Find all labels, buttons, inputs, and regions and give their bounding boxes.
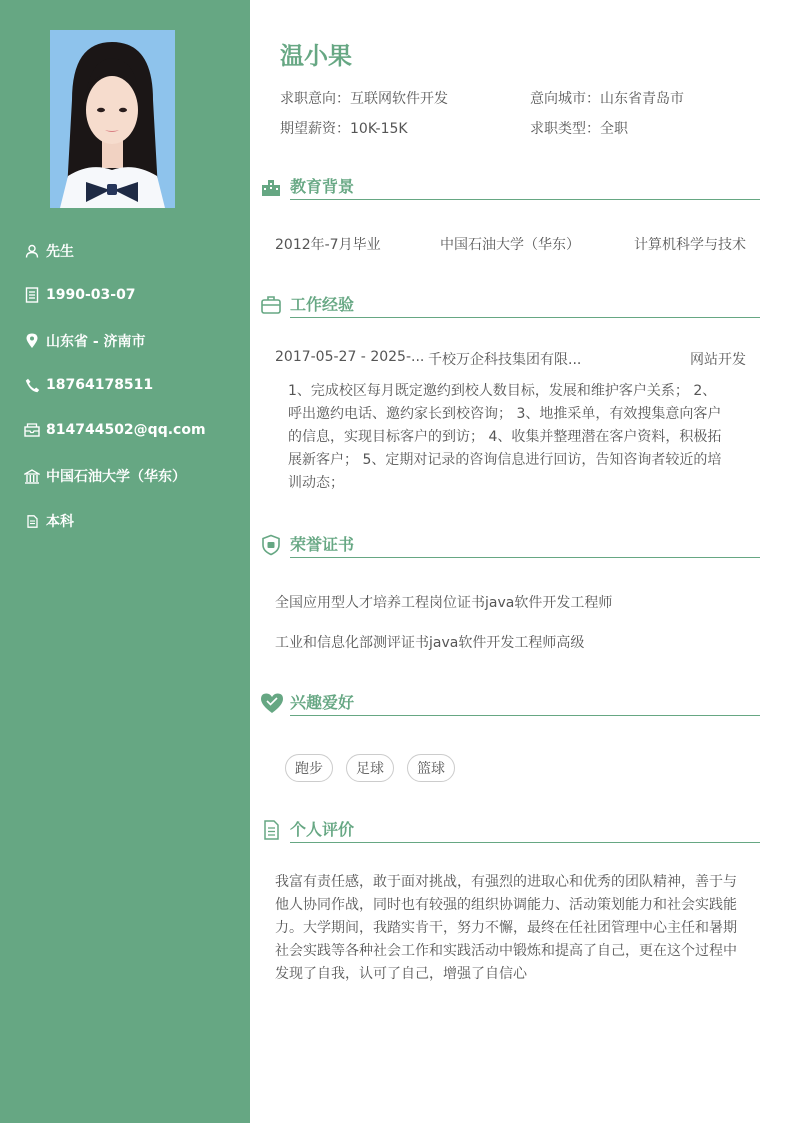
mail-icon (24, 422, 40, 438)
hobbies-divider (290, 715, 760, 716)
gender-text: 先生 (46, 244, 74, 260)
school-building-icon (24, 468, 40, 484)
phone-text: 18764178511 (46, 377, 154, 393)
hobbies-title: 兴趣爱好 (290, 693, 355, 712)
evaluation-divider (290, 842, 760, 843)
building-icon (260, 176, 282, 198)
education-major: 计算机科学与技术 (634, 237, 746, 253)
work-divider (290, 317, 760, 318)
education-school: 中国石油大学（华东） (440, 237, 580, 253)
briefcase-icon (260, 294, 282, 316)
education-title: 教育背景 (290, 177, 355, 196)
education-section-header (260, 172, 760, 200)
intended-city: 意向城市：山东省青岛市 (530, 91, 684, 107)
main-content (250, 0, 796, 1123)
location-text: 山东省 - 济南市 (46, 334, 146, 350)
education-divider (290, 199, 760, 200)
profile-photo (50, 30, 175, 208)
work-section-header (260, 290, 760, 318)
evaluation-section-header (260, 815, 760, 843)
sidebar-birthday (24, 285, 136, 305)
calendar-icon (24, 287, 40, 303)
honors-title: 荣誉证书 (290, 535, 355, 554)
sidebar-school (24, 466, 186, 486)
honor-item: 全国应用型人才培养工程岗位证书java软件开发工程师 (275, 595, 613, 611)
hobby-tag: 跑步 (285, 754, 333, 782)
work-title: 工作经验 (290, 295, 355, 314)
hobby-tag: 足球 (346, 754, 394, 782)
sidebar-location (24, 331, 146, 351)
expected-salary: 期望薪资：10K-15K (280, 121, 408, 137)
user-icon (24, 243, 40, 259)
heart-icon (260, 692, 282, 714)
location-pin-icon (24, 333, 40, 349)
email-text: 814744502@qq.com (46, 422, 206, 438)
sidebar-gender (24, 241, 74, 261)
education-date: 2012年-7月毕业 (275, 237, 381, 253)
evaluation-text: 我富有责任感，敢于面对挑战，有强烈的进取心和优秀的团队精神，善于与他人协同作战，同时也有较强的组织协调能力、活动策划能力和社会实践能力。大学期间，我踏实肯干，努力不懈，最终在任社团管理中心主任和暑期社会实践等各种社会工作和实践活动中锻炼和提高了自己，更在这个过程中发现了自我，认可了自己，增强了自信心 (275, 874, 737, 982)
candidate-name: 温小果 (280, 42, 352, 70)
birthday-text: 1990-03-07 (46, 287, 136, 303)
certificate-shield-icon (260, 534, 282, 556)
job-intent: 求职意向：互联网软件开发 (280, 91, 448, 107)
phone-icon (24, 377, 40, 393)
work-company: 千校万企科技集团有限... (428, 352, 582, 368)
degree-text: 本科 (46, 514, 74, 530)
hobbies-section-header (260, 688, 760, 716)
work-description: 1、完成校区每月既定邀约到校人数目标，发展和维护客户关系； 2、呼出邀约电话、邀约家长到校咨询； 3、地推采单，有效搜集意向客户的信息，实现目标客户的到访； 4、收集并整理潜在客户资料，积极拓展新客户； 5、定期对记录的咨询信息进行回访，告知咨询者较近的培训动态； (288, 383, 722, 491)
work-date: 2017-05-27 - 2025-... (275, 349, 425, 365)
notes-icon (260, 819, 282, 841)
honors-section-header (260, 530, 760, 558)
evaluation-title: 个人评价 (290, 820, 355, 839)
hobby-tag: 篮球 (407, 754, 455, 782)
work-role: 网站开发 (690, 352, 746, 368)
sidebar (0, 0, 250, 1123)
school-text: 中国石油大学（华东） (46, 469, 186, 485)
honor-item: 工业和信息化部测评证书java软件开发工程师高级 (275, 635, 585, 651)
job-type: 求职类型：全职 (530, 121, 628, 137)
document-icon (24, 513, 40, 529)
sidebar-phone (24, 375, 153, 395)
sidebar-email (24, 420, 206, 440)
honors-divider (290, 557, 760, 558)
sidebar-degree (24, 511, 74, 531)
